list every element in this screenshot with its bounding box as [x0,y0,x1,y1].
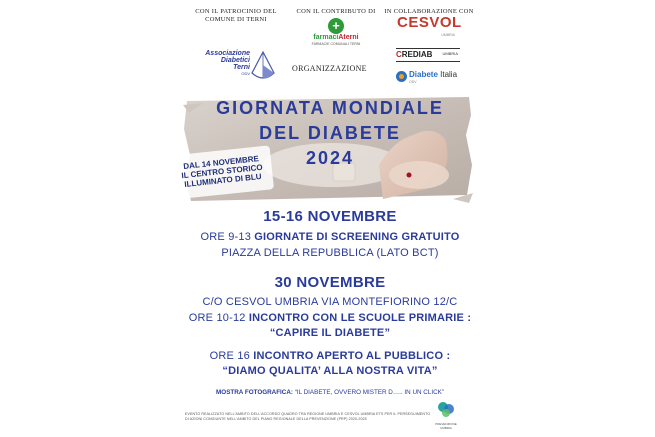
patronage-label: CON IL PATROCINIO DEL COMUNE DI TERNI [195,8,277,23]
screening-line [140,231,520,243]
diabete-sub: ODV [409,80,417,84]
farmacia-name-a: farmaci [313,34,339,41]
contribution-label: CON IL CONTRIBUTO DI [296,8,376,15]
crediab-b: REDIAB [401,50,433,59]
collaboration-label: IN COLLABORAZIONE CON [384,8,474,15]
diabete-italia-logo [396,70,466,84]
title-line-1: GIORNATA MONDIALE [216,98,444,118]
cesvol-sub: UMBRIA [441,33,455,37]
public-meeting-time: ORE 16 [209,350,254,362]
prevenzione-umbria-logo [432,400,460,432]
associazione-diabetici-logo [200,50,276,82]
school-meeting-line [140,312,520,324]
screening-time: ORE 9-13 [200,231,255,243]
public-meeting-title-row [140,365,520,377]
assoc-odv: ODV [241,71,250,76]
title-year: 2024 [305,148,355,168]
mostra-title: “IL DIABETE, OVVERO MISTER D….. IN UN CLICK” [293,389,444,396]
public-meeting-title: “DIAMO QUALITA’ ALLA NOSTRA VITA” [222,365,438,377]
farmacia-sub: FARMACIE COMUNALI TERNI [311,42,361,46]
title-line-2: DEL DIABETE [259,123,401,143]
assoc-name: Associazione Diabetici Terni [205,50,250,71]
school-meeting-event: INCONTRO CON LE SCUOLE PRIMARIE : [248,312,472,324]
public-meeting-event: INCONTRO APERTO AL PUBBLICO : [253,350,451,362]
mostra-line [140,389,520,396]
crediab-a: C [396,50,402,59]
diabete-a: Diabete [409,70,438,79]
school-meeting-time: ORE 10-12 [188,312,249,324]
date-30: 30 NOVEMBRE [274,274,386,291]
screening-place: PIAZZA DELLA REPUBBLICA (LATO BCT) [221,247,439,259]
school-meeting-title: “CAPIRE IL DIABETE” [269,327,391,339]
farmacie-terni-logo [306,18,366,46]
date-15-16: 15-16 NOVEMBRE [263,208,397,225]
badge-text: DAL 14 NOVEMBRE IL CENTRO STORICO ILLUMINATO DI BLU [181,154,263,189]
diabete-italia-icon [396,71,407,82]
public-meeting-line [140,350,520,362]
cesvol-name: CESVOL [397,14,462,31]
screening-event: GIORNATE DI SCREENING GRATUITO [254,231,460,243]
school-meeting-title-row [140,327,520,339]
farmacia-name-b: Aterni [338,34,359,41]
drop-icon [250,51,276,81]
organizzazione-label: ORGANIZZAZIONE [292,64,367,73]
blood-drop [407,173,412,178]
mostra-label: MOSTRA FOTOGRAFICA: [216,389,294,396]
footer-note: EVENTO REALIZZATO NELL'AMBITO DELL'ACCORDO QUADRO TRA REGIONE UMBRIA E CESVOL UMBRIA ETS PER IL PERSEGUIMENTO DI AZIONI CONGIUNTE NELL'AMBITO DEL PIANO REGIONALE DELLA PREVENZIONE (PRP) 2020-2025 [185,412,431,421]
pharmacy-cross-icon: + [328,18,344,34]
crediab-logo [396,48,460,62]
cesvol-logo [397,14,462,37]
crediab-sub: UMBRIA [442,51,458,56]
diabete-b: Italia [437,70,458,79]
prevenzione-label: PREVENZIONE UMBRIA [435,422,457,430]
prevenzione-icon [436,400,456,418]
cesvol-address: C/O CESVOL UMBRIA VIA MONTEFIORINO 12/C [202,296,458,308]
